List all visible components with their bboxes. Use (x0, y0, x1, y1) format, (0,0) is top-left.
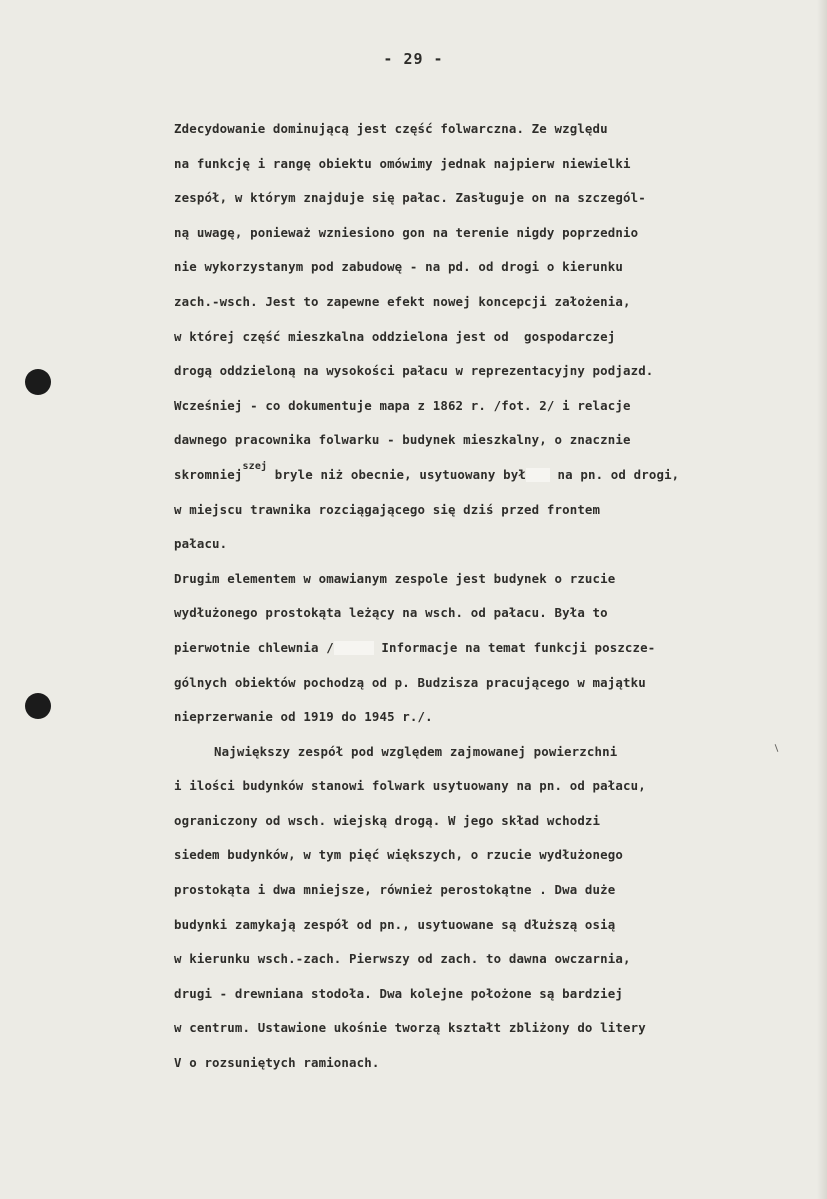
text-line: Zdecydowanie dominującą jest część folwarczna. Ze względu (174, 121, 608, 136)
text-line-with-erasure (174, 635, 824, 670)
text-line: wydłużonego prostokąta leżący na wsch. od pałacu. Była to (174, 605, 608, 621)
text-fragment: na pn. od drogi, (549, 466, 680, 482)
text-line: ną uwagę, ponieważ wzniesiono gon na terenie nigdy poprzednio (174, 224, 639, 240)
text-fragment: pierwotnie chlewnia / (174, 639, 334, 655)
text-line: zach.-wsch. Jest to zapewne efekt nowej koncepcji założenia, (174, 293, 631, 309)
text-line-with-correction (174, 462, 824, 497)
text-line: w miejscu trawnika rozciągającego się dziś przed frontem (174, 501, 601, 517)
typewritten-body (174, 116, 824, 1085)
text-fragment: skromniej (174, 466, 243, 482)
text-line: budynki zamykają zespół od pn., usytuowane są dłuższą osią (174, 916, 616, 932)
text-line: nie wykorzystanym pod zabudowę - na pd. od drogi o kierunku (174, 259, 623, 275)
binder-hole-bottom (25, 693, 51, 719)
text-line: pałacu. (174, 536, 228, 552)
text-line: Największy zespół pod względem zajmowanej powierzchni (214, 743, 618, 759)
text-line: Drugim elementem w omawianym zespole jest budynek o rzucie (174, 570, 616, 586)
text-line: ograniczony od wsch. wiejską drogą. W jego skład wchodzi (174, 812, 601, 828)
text-line: gólnych obiektów pochodzą od p. Budzisza pracującego w majątku (174, 674, 646, 690)
text-line: V o rozsuniętych ramionach. (174, 1055, 380, 1071)
page-number: - 29 - (383, 50, 444, 68)
handwritten-correction: szej (242, 460, 268, 472)
text-line: na funkcję i rangę obiektu omówimy jednak najpierw niewielki (174, 155, 631, 171)
text-line: drugi - drewniana stodoła. Dwa kolejne położone są bardziej (174, 985, 623, 1001)
text-line: drogą oddzieloną na wysokości pałacu w reprezentacyjny podjazd. (174, 363, 654, 379)
text-line: siedem budynków, w tym pięć większych, o rzucie wydłużonego (174, 847, 623, 863)
text-line: i ilości budynków stanowi folwark usytuowany na pn. od pałacu, (174, 778, 646, 794)
text-line: nieprzerwanie od 1919 do 1945 r./. (174, 709, 433, 725)
erased-text (526, 468, 550, 482)
text-line: dawnego pracownika folwarku - budynek mieszkalny, o znacznie (174, 432, 631, 448)
binder-hole-top (25, 369, 51, 395)
text-line: w której część mieszkalna oddzielona jest od gospodarczej (174, 328, 616, 344)
text-line: w kierunku wsch.-zach. Pierwszy od zach. to dawna owczarnia, (174, 951, 631, 967)
text-line: prostokąta i dwa mniejsze, również perostokątne . Dwa duże (174, 882, 616, 898)
text-line: zespół, w którym znajduje się pałac. Zasługuje on na szczegól- (174, 190, 646, 206)
text-fragment: Informacje na temat funkcji poszcze- (373, 639, 656, 655)
erased-text (334, 641, 374, 655)
text-fragment: bryle niż obecnie, usytuowany był (267, 466, 526, 482)
text-line: Wcześniej - co dokumentuje mapa z 1862 r. /fot. 2/ i relacje (174, 397, 631, 413)
text-line: w centrum. Ustawione ukośnie tworzą kształt zbliżony do litery (174, 1020, 646, 1036)
